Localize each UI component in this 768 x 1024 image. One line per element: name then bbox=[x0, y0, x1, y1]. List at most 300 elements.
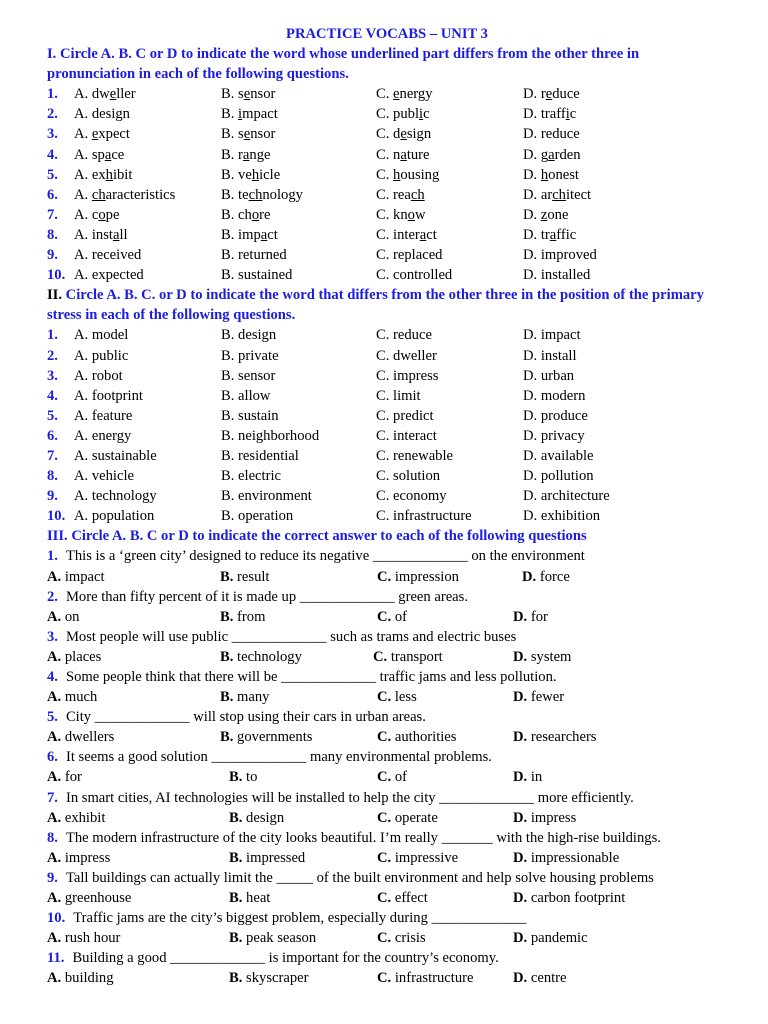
pronunciation-question-row bbox=[47, 145, 727, 165]
option-letter: A. bbox=[74, 226, 89, 243]
option-letter: A. bbox=[47, 568, 62, 585]
word-part: ller bbox=[116, 86, 136, 103]
section-1-heading: I. Circle A. B. C or D to indicate the word whose underlined part differs from the other three in pronunciation in each of the following questions. bbox=[47, 46, 640, 83]
underlined-sound: g bbox=[115, 106, 123, 123]
option-answer: for bbox=[64, 769, 82, 786]
option-word: pollution bbox=[540, 468, 594, 485]
option-letter: D. bbox=[523, 427, 538, 444]
question-number: 1. bbox=[47, 548, 58, 565]
word-part: ousing bbox=[400, 166, 440, 183]
word-part: rea bbox=[393, 186, 411, 203]
option-c bbox=[376, 426, 437, 446]
question-number: 2. bbox=[47, 106, 58, 123]
option-a bbox=[74, 265, 144, 285]
option-letter: B. bbox=[221, 508, 235, 525]
option-letter: D. bbox=[523, 126, 538, 143]
word-part: nsor bbox=[250, 86, 276, 103]
option-letter: D. bbox=[513, 930, 528, 947]
option-d bbox=[523, 386, 585, 406]
question-number: 3. bbox=[47, 126, 58, 143]
word-part: r bbox=[540, 86, 546, 103]
option-word: footprint bbox=[91, 387, 143, 404]
word-part: ar bbox=[540, 186, 553, 203]
answer-option-d[interactable] bbox=[513, 647, 571, 667]
option-word: solution bbox=[393, 468, 441, 485]
answer-option-c[interactable] bbox=[377, 888, 428, 908]
option-c bbox=[376, 205, 425, 225]
question-number: 7. bbox=[47, 789, 58, 806]
option-word: model bbox=[91, 327, 129, 344]
word-part: s bbox=[238, 86, 244, 103]
word-part: kn bbox=[393, 206, 408, 223]
option-b bbox=[221, 145, 270, 165]
answer-option-b[interactable] bbox=[229, 888, 270, 908]
option-letter: A. bbox=[74, 166, 89, 183]
answer-option-b[interactable] bbox=[220, 647, 302, 667]
answer-option-a[interactable] bbox=[47, 767, 82, 787]
option-b bbox=[221, 386, 270, 406]
option-answer: less bbox=[394, 689, 417, 706]
option-word: infrastructure bbox=[393, 508, 472, 525]
option-d bbox=[523, 366, 574, 386]
option-letter: D. bbox=[513, 769, 528, 786]
question-number: 2. bbox=[47, 347, 58, 364]
option-answer: system bbox=[530, 648, 572, 665]
option-letter: D. bbox=[523, 146, 538, 163]
mc-options-row bbox=[47, 848, 727, 868]
question-text: Traffic jams are the city’s biggest problem, especially during _____________ bbox=[73, 910, 527, 927]
option-letter: C. bbox=[377, 608, 392, 625]
answer-option-c[interactable] bbox=[377, 687, 417, 707]
question-text: Building a good _____________ is important for the country’s economy. bbox=[72, 950, 499, 967]
pronunciation-question-row bbox=[47, 185, 727, 205]
underlined-sound: a bbox=[260, 226, 268, 243]
option-letter: D. bbox=[523, 347, 538, 364]
option-letter: D. bbox=[513, 890, 528, 907]
option-letter: B. bbox=[229, 849, 243, 866]
answer-option-c[interactable] bbox=[377, 727, 456, 747]
answer-option-b[interactable] bbox=[220, 567, 269, 587]
underlined-sound: e bbox=[109, 86, 117, 103]
section-3-heading: III. Circle A. B. C or D to indicate the correct answer to each of the following questions bbox=[47, 528, 587, 545]
answer-option-d[interactable] bbox=[513, 687, 564, 707]
option-letter: A. bbox=[74, 447, 89, 464]
word-part: ch bbox=[238, 206, 252, 223]
option-letter: D. bbox=[513, 648, 528, 665]
option-answer: carbon footprint bbox=[530, 890, 626, 907]
option-b bbox=[221, 265, 292, 285]
question-number: 7. bbox=[47, 206, 58, 223]
underlined-sound: h bbox=[393, 166, 401, 183]
answer-option-a[interactable] bbox=[47, 607, 79, 627]
answer-option-d[interactable] bbox=[513, 767, 542, 787]
option-a bbox=[74, 466, 134, 486]
option-a bbox=[74, 366, 123, 386]
mc-question-stem bbox=[47, 667, 727, 687]
option-letter: A. bbox=[74, 206, 89, 223]
option-letter: A. bbox=[74, 387, 89, 404]
option-word: urban bbox=[540, 367, 575, 384]
word-part: improved bbox=[540, 247, 597, 264]
option-letter: B. bbox=[220, 648, 234, 665]
option-letter: C. bbox=[376, 226, 390, 243]
stress-question-row bbox=[47, 346, 727, 366]
answer-option-b[interactable] bbox=[220, 687, 269, 707]
option-letter: D. bbox=[523, 247, 538, 264]
answer-option-d[interactable] bbox=[522, 567, 570, 587]
underlined-sound: e bbox=[243, 86, 251, 103]
answer-option-a[interactable] bbox=[47, 567, 105, 587]
option-a bbox=[74, 426, 131, 446]
underlined-sound: a bbox=[548, 146, 555, 163]
question-number: 1. bbox=[47, 327, 58, 344]
option-letter: B. bbox=[221, 106, 235, 123]
option-c bbox=[376, 265, 452, 285]
option-letter: A. bbox=[47, 930, 62, 947]
underlined-sound: a bbox=[549, 226, 557, 243]
word-part: rden bbox=[554, 146, 581, 163]
option-word: neighborhood bbox=[238, 427, 320, 444]
answer-option-d[interactable] bbox=[513, 808, 576, 828]
option-answer: from bbox=[237, 608, 266, 625]
answer-option-c[interactable] bbox=[377, 808, 438, 828]
word-part: n bbox=[122, 106, 130, 123]
answer-option-d[interactable] bbox=[513, 727, 596, 747]
answer-option-d[interactable] bbox=[513, 888, 625, 908]
answer-option-b[interactable] bbox=[220, 607, 265, 627]
option-letter: A. bbox=[74, 468, 89, 485]
option-c bbox=[376, 145, 430, 165]
option-letter: C. bbox=[377, 970, 392, 987]
answer-option-c[interactable] bbox=[377, 968, 473, 988]
question-text: In smart cities, AI technologies will be installed to help the city _____________ more efficiently. bbox=[65, 789, 634, 806]
worksheet-page bbox=[47, 24, 727, 989]
word-part: publ bbox=[393, 106, 419, 123]
section-2-heading-text: Circle A. B. C. or D to indicate the word that differs from the other three in the position of the primary stress in each of the following questions. bbox=[47, 287, 704, 324]
option-d bbox=[523, 84, 580, 104]
underlined-sound: ch bbox=[552, 186, 566, 203]
option-word: population bbox=[91, 508, 155, 525]
answer-option-a[interactable] bbox=[47, 968, 114, 988]
option-letter: C. bbox=[376, 508, 390, 525]
underlined-sound: o bbox=[251, 206, 260, 223]
mc-options-row bbox=[47, 607, 727, 627]
answer-option-d[interactable] bbox=[513, 607, 548, 627]
option-answer: skyscraper bbox=[246, 970, 309, 987]
option-letter: A. bbox=[74, 407, 89, 424]
option-b bbox=[221, 486, 312, 506]
word-part: returned bbox=[238, 247, 287, 264]
option-letter: D. bbox=[523, 327, 538, 344]
option-a bbox=[74, 104, 130, 124]
option-answer: result bbox=[237, 568, 270, 585]
question-number: 9. bbox=[47, 869, 58, 886]
option-letter: A. bbox=[47, 648, 62, 665]
option-d bbox=[523, 165, 579, 185]
answer-option-b[interactable] bbox=[220, 727, 312, 747]
word-part: desi bbox=[91, 106, 116, 123]
word-part: sp bbox=[91, 146, 105, 163]
option-letter: B. bbox=[221, 146, 235, 163]
option-letter: C. bbox=[376, 468, 390, 485]
answer-option-a[interactable] bbox=[47, 727, 114, 747]
word-part: ce bbox=[111, 146, 125, 163]
option-d bbox=[523, 145, 581, 165]
mc-options-row bbox=[47, 767, 727, 787]
word-part: inst bbox=[91, 226, 113, 243]
option-letter: D. bbox=[513, 809, 528, 826]
option-letter: D. bbox=[523, 226, 538, 243]
option-letter: D. bbox=[523, 206, 538, 223]
option-a bbox=[74, 84, 136, 104]
option-word: energy bbox=[91, 427, 132, 444]
option-answer: greenhouse bbox=[64, 890, 132, 907]
option-word: private bbox=[238, 347, 279, 364]
option-word: public bbox=[91, 347, 129, 364]
option-answer: rush hour bbox=[64, 930, 121, 947]
option-letter: B. bbox=[221, 468, 235, 485]
word-part: s bbox=[238, 126, 244, 143]
option-word: vehicle bbox=[91, 468, 134, 485]
word-part: nge bbox=[249, 146, 271, 163]
word-part: g bbox=[540, 146, 549, 163]
option-c bbox=[376, 84, 433, 104]
option-letter: D. bbox=[513, 970, 528, 987]
option-letter: B. bbox=[229, 890, 243, 907]
option-answer: technology bbox=[237, 648, 302, 665]
stress-question-row bbox=[47, 426, 727, 446]
option-c bbox=[376, 124, 431, 144]
option-d bbox=[523, 205, 568, 225]
mc-options-row bbox=[47, 687, 727, 707]
word-part: ffic bbox=[556, 226, 577, 243]
pronunciation-question-row bbox=[47, 165, 727, 185]
option-letter: C. bbox=[376, 367, 390, 384]
question-number: 4. bbox=[47, 146, 58, 163]
option-letter: A. bbox=[47, 849, 62, 866]
word-part: aracteristics bbox=[105, 186, 176, 203]
option-letter: A. bbox=[74, 247, 89, 264]
question-number: 3. bbox=[47, 367, 58, 384]
option-word: sustain bbox=[238, 407, 279, 424]
answer-option-b[interactable] bbox=[229, 767, 257, 787]
mc-question-stem bbox=[47, 788, 727, 808]
option-b bbox=[221, 124, 275, 144]
answer-option-a[interactable] bbox=[47, 647, 101, 667]
underlined-sound: h bbox=[540, 166, 549, 183]
option-d bbox=[523, 245, 597, 265]
option-word: dweller bbox=[393, 347, 437, 364]
page-title: PRACTICE VOCABS – UNIT 3 bbox=[286, 26, 488, 42]
question-number: 4. bbox=[47, 669, 58, 685]
mc-options-row bbox=[47, 567, 727, 587]
underlined-sound: a bbox=[242, 146, 250, 163]
option-word: residential bbox=[238, 447, 299, 464]
mc-question-stem bbox=[47, 868, 727, 888]
option-word: technology bbox=[91, 488, 157, 505]
option-a bbox=[74, 346, 128, 366]
question-text: This is a ‘green city’ designed to reduce its negative _____________ on the environment bbox=[65, 548, 585, 565]
answer-option-a[interactable] bbox=[47, 928, 120, 948]
word-part: mpact bbox=[242, 106, 278, 123]
option-word: renewable bbox=[393, 447, 454, 464]
option-d bbox=[523, 346, 577, 366]
option-answer: impress bbox=[64, 849, 111, 866]
option-d bbox=[523, 265, 590, 285]
option-letter: A. bbox=[74, 367, 89, 384]
option-letter: D. bbox=[513, 689, 528, 706]
word-part: c bbox=[569, 106, 577, 123]
answer-option-b[interactable] bbox=[229, 808, 284, 828]
option-word: robot bbox=[91, 367, 123, 384]
option-a bbox=[74, 406, 132, 426]
word-part: icle bbox=[259, 166, 281, 183]
option-b bbox=[221, 104, 278, 124]
mc-options-row bbox=[47, 888, 727, 908]
answer-option-d[interactable] bbox=[513, 928, 588, 948]
option-a bbox=[74, 165, 132, 185]
answer-option-b[interactable] bbox=[229, 968, 308, 988]
stress-question-row bbox=[47, 466, 727, 486]
option-letter: C. bbox=[376, 387, 390, 404]
option-answer: building bbox=[64, 970, 114, 987]
pronunciation-question-row bbox=[47, 265, 727, 285]
option-letter: C. bbox=[376, 488, 390, 505]
answer-option-b[interactable] bbox=[229, 848, 305, 868]
question-number: 1. bbox=[47, 86, 58, 103]
option-a bbox=[74, 185, 175, 205]
underlined-sound: a bbox=[104, 146, 112, 163]
word-part: nology bbox=[262, 186, 303, 203]
pronunciation-question-row bbox=[47, 245, 727, 265]
option-c bbox=[376, 185, 425, 205]
underlined-sound: z bbox=[540, 206, 548, 223]
option-letter: B. bbox=[221, 427, 235, 444]
underlined-sound: a bbox=[112, 226, 120, 243]
option-answer: infrastructure bbox=[394, 970, 474, 987]
question-number: 6. bbox=[47, 427, 58, 444]
answer-option-a[interactable] bbox=[47, 808, 105, 828]
underlined-sound: h bbox=[105, 166, 113, 183]
option-word: environment bbox=[238, 488, 312, 505]
word-part: reduce bbox=[540, 126, 580, 143]
question-text: It seems a good solution _____________ many environmental problems. bbox=[65, 749, 492, 766]
mc-question-stem bbox=[47, 546, 727, 566]
word-part: received bbox=[91, 247, 142, 264]
word-part: ve bbox=[238, 166, 252, 183]
answer-option-c[interactable] bbox=[373, 647, 443, 667]
word-part: te bbox=[238, 186, 249, 203]
section-1-items bbox=[47, 84, 727, 285]
option-c bbox=[376, 346, 437, 366]
underlined-sound: ch bbox=[91, 186, 106, 203]
option-d bbox=[523, 185, 591, 205]
option-word: impress bbox=[393, 367, 439, 384]
option-letter: B. bbox=[221, 186, 235, 203]
answer-option-c[interactable] bbox=[377, 848, 458, 868]
option-answer: operate bbox=[394, 809, 438, 826]
option-letter: D. bbox=[523, 508, 538, 525]
option-answer: of bbox=[394, 608, 408, 625]
answer-option-d[interactable] bbox=[513, 968, 567, 988]
option-letter: C. bbox=[377, 809, 392, 826]
option-letter: B. bbox=[221, 86, 235, 103]
underlined-sound: ch bbox=[410, 186, 425, 203]
option-b bbox=[221, 84, 275, 104]
option-a bbox=[74, 205, 119, 225]
option-letter: C. bbox=[377, 568, 392, 585]
option-word: exhibition bbox=[540, 508, 601, 525]
answer-option-a[interactable] bbox=[47, 888, 131, 908]
option-letter: B. bbox=[221, 407, 235, 424]
answer-option-d[interactable] bbox=[513, 848, 619, 868]
answer-option-c[interactable] bbox=[377, 767, 407, 787]
option-letter: B. bbox=[220, 608, 234, 625]
option-a bbox=[74, 145, 124, 165]
option-letter: A. bbox=[74, 508, 89, 525]
option-c bbox=[376, 486, 447, 506]
mc-options-row bbox=[47, 928, 727, 948]
answer-option-b[interactable] bbox=[229, 928, 316, 948]
mc-question-stem bbox=[47, 908, 727, 928]
question-number: 4. bbox=[47, 387, 58, 404]
underlined-sound: e bbox=[243, 126, 251, 143]
option-letter: C. bbox=[377, 890, 392, 907]
answer-option-a[interactable] bbox=[47, 687, 97, 707]
word-part: c bbox=[91, 206, 99, 223]
word-part: re bbox=[259, 206, 271, 223]
question-number: 7. bbox=[47, 447, 58, 464]
option-answer: design bbox=[246, 809, 285, 826]
answer-option-c[interactable] bbox=[377, 567, 459, 587]
option-d bbox=[523, 426, 585, 446]
answer-option-c[interactable] bbox=[377, 928, 426, 948]
answer-option-c[interactable] bbox=[377, 607, 407, 627]
option-letter: B. bbox=[229, 930, 243, 947]
option-word: electric bbox=[238, 468, 281, 485]
pronunciation-question-row bbox=[47, 124, 727, 144]
option-a bbox=[74, 386, 143, 406]
mc-options-row bbox=[47, 808, 727, 828]
answer-option-a[interactable] bbox=[47, 848, 110, 868]
option-letter: A. bbox=[74, 267, 89, 284]
stress-question-row bbox=[47, 446, 727, 466]
option-letter: B. bbox=[229, 809, 243, 826]
underlined-sound: i bbox=[238, 106, 243, 123]
option-letter: A. bbox=[74, 126, 89, 143]
option-word: sustainable bbox=[91, 447, 157, 464]
mc-question-stem bbox=[47, 587, 727, 607]
underlined-sound: o bbox=[407, 206, 415, 223]
option-answer: peak season bbox=[246, 930, 317, 947]
option-c bbox=[376, 225, 437, 245]
option-letter: A. bbox=[47, 769, 62, 786]
question-number: 9. bbox=[47, 247, 58, 264]
option-c bbox=[376, 245, 442, 265]
option-answer: on bbox=[64, 608, 80, 625]
word-part: ibit bbox=[112, 166, 133, 183]
option-b bbox=[221, 225, 278, 245]
option-letter: C. bbox=[376, 186, 390, 203]
word-part: ct bbox=[426, 226, 437, 243]
option-letter: D. bbox=[513, 849, 528, 866]
option-b bbox=[221, 325, 276, 345]
option-answer: crisis bbox=[394, 930, 426, 947]
word-part: tr bbox=[540, 226, 550, 243]
option-b bbox=[221, 185, 303, 205]
option-letter: D. bbox=[513, 729, 528, 746]
option-letter: C. bbox=[377, 769, 392, 786]
